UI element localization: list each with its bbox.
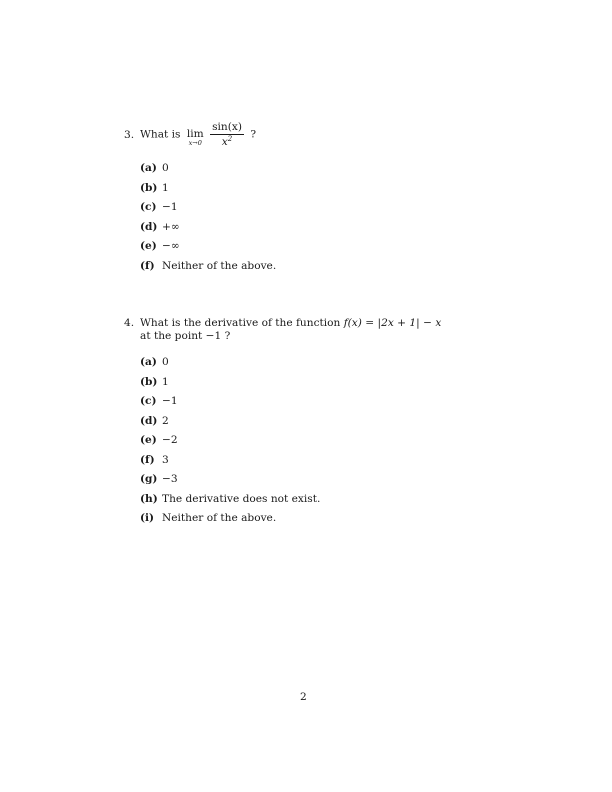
option-text: 0 bbox=[162, 162, 169, 174]
option-label: (d) bbox=[140, 220, 158, 233]
option-c[interactable] bbox=[140, 201, 276, 221]
option-label: (e) bbox=[140, 240, 157, 252]
lim-word: lim bbox=[186, 128, 204, 140]
option-text: 1 bbox=[162, 375, 169, 388]
option-label: (h) bbox=[140, 492, 158, 505]
option-g[interactable] bbox=[140, 473, 320, 493]
option-a[interactable] bbox=[140, 356, 320, 376]
option-text: −1 bbox=[162, 201, 178, 213]
option-b[interactable] bbox=[140, 376, 320, 396]
option-e[interactable] bbox=[140, 240, 276, 260]
option-text: The derivative does not exist. bbox=[162, 492, 321, 505]
option-i[interactable] bbox=[140, 512, 320, 532]
option-d[interactable] bbox=[140, 221, 276, 241]
option-h[interactable] bbox=[140, 493, 320, 513]
option-label: (b) bbox=[140, 181, 158, 194]
option-c[interactable] bbox=[140, 395, 320, 415]
question-3-prompt bbox=[124, 121, 256, 148]
option-b[interactable] bbox=[140, 182, 276, 202]
fraction-numerator: sin(x) bbox=[212, 121, 242, 133]
option-text: +∞ bbox=[162, 220, 180, 233]
option-label: (c) bbox=[140, 395, 157, 407]
option-text: 1 bbox=[162, 181, 169, 194]
question-4-prompt-line-1 bbox=[124, 317, 441, 330]
question-4 bbox=[124, 317, 441, 343]
option-label: (i) bbox=[140, 512, 155, 524]
option-a[interactable] bbox=[140, 162, 276, 182]
option-text: Neither of the above. bbox=[162, 259, 277, 272]
option-text: −∞ bbox=[162, 240, 180, 252]
option-text: 0 bbox=[162, 356, 169, 368]
option-label: (a) bbox=[140, 162, 157, 174]
option-label: (f) bbox=[140, 453, 155, 466]
function-expression: f(x) = |2x + 1| − x bbox=[343, 317, 442, 329]
option-label: (e) bbox=[140, 434, 157, 446]
limit-operator bbox=[187, 121, 204, 147]
prompt-text: What is bbox=[140, 128, 181, 141]
lim-subscript: x→0 bbox=[188, 139, 202, 147]
option-e[interactable] bbox=[140, 434, 320, 454]
denominator-exponent: 2 bbox=[227, 135, 233, 143]
question-4-prompt-line-2: at the point −1 ? bbox=[140, 330, 231, 342]
denominator-base: x bbox=[221, 136, 228, 148]
option-text: 3 bbox=[162, 453, 169, 466]
option-label: (d) bbox=[140, 414, 158, 427]
fraction-denominator bbox=[210, 135, 244, 148]
option-f[interactable] bbox=[140, 454, 320, 474]
prompt-text: What is the derivative of the function bbox=[140, 317, 341, 329]
question-number: 4. bbox=[124, 317, 135, 329]
fraction bbox=[210, 121, 244, 148]
prompt-suffix: ? bbox=[250, 128, 257, 141]
question-3 bbox=[124, 121, 256, 148]
question-4-options bbox=[140, 356, 320, 532]
question-number: 3. bbox=[124, 128, 135, 141]
page-number: 2 bbox=[300, 691, 307, 703]
option-text: −3 bbox=[162, 473, 178, 485]
option-text: 2 bbox=[162, 414, 169, 427]
option-label: (c) bbox=[140, 201, 157, 213]
option-text: −1 bbox=[162, 395, 178, 407]
option-text: −2 bbox=[162, 434, 178, 446]
option-f[interactable] bbox=[140, 260, 276, 280]
option-text: Neither of the above. bbox=[162, 512, 277, 524]
option-d[interactable] bbox=[140, 415, 320, 435]
question-3-options bbox=[140, 162, 276, 279]
option-label: (b) bbox=[140, 375, 158, 388]
option-label: (g) bbox=[140, 473, 158, 485]
option-label: (f) bbox=[140, 259, 155, 272]
option-label: (a) bbox=[140, 356, 157, 368]
